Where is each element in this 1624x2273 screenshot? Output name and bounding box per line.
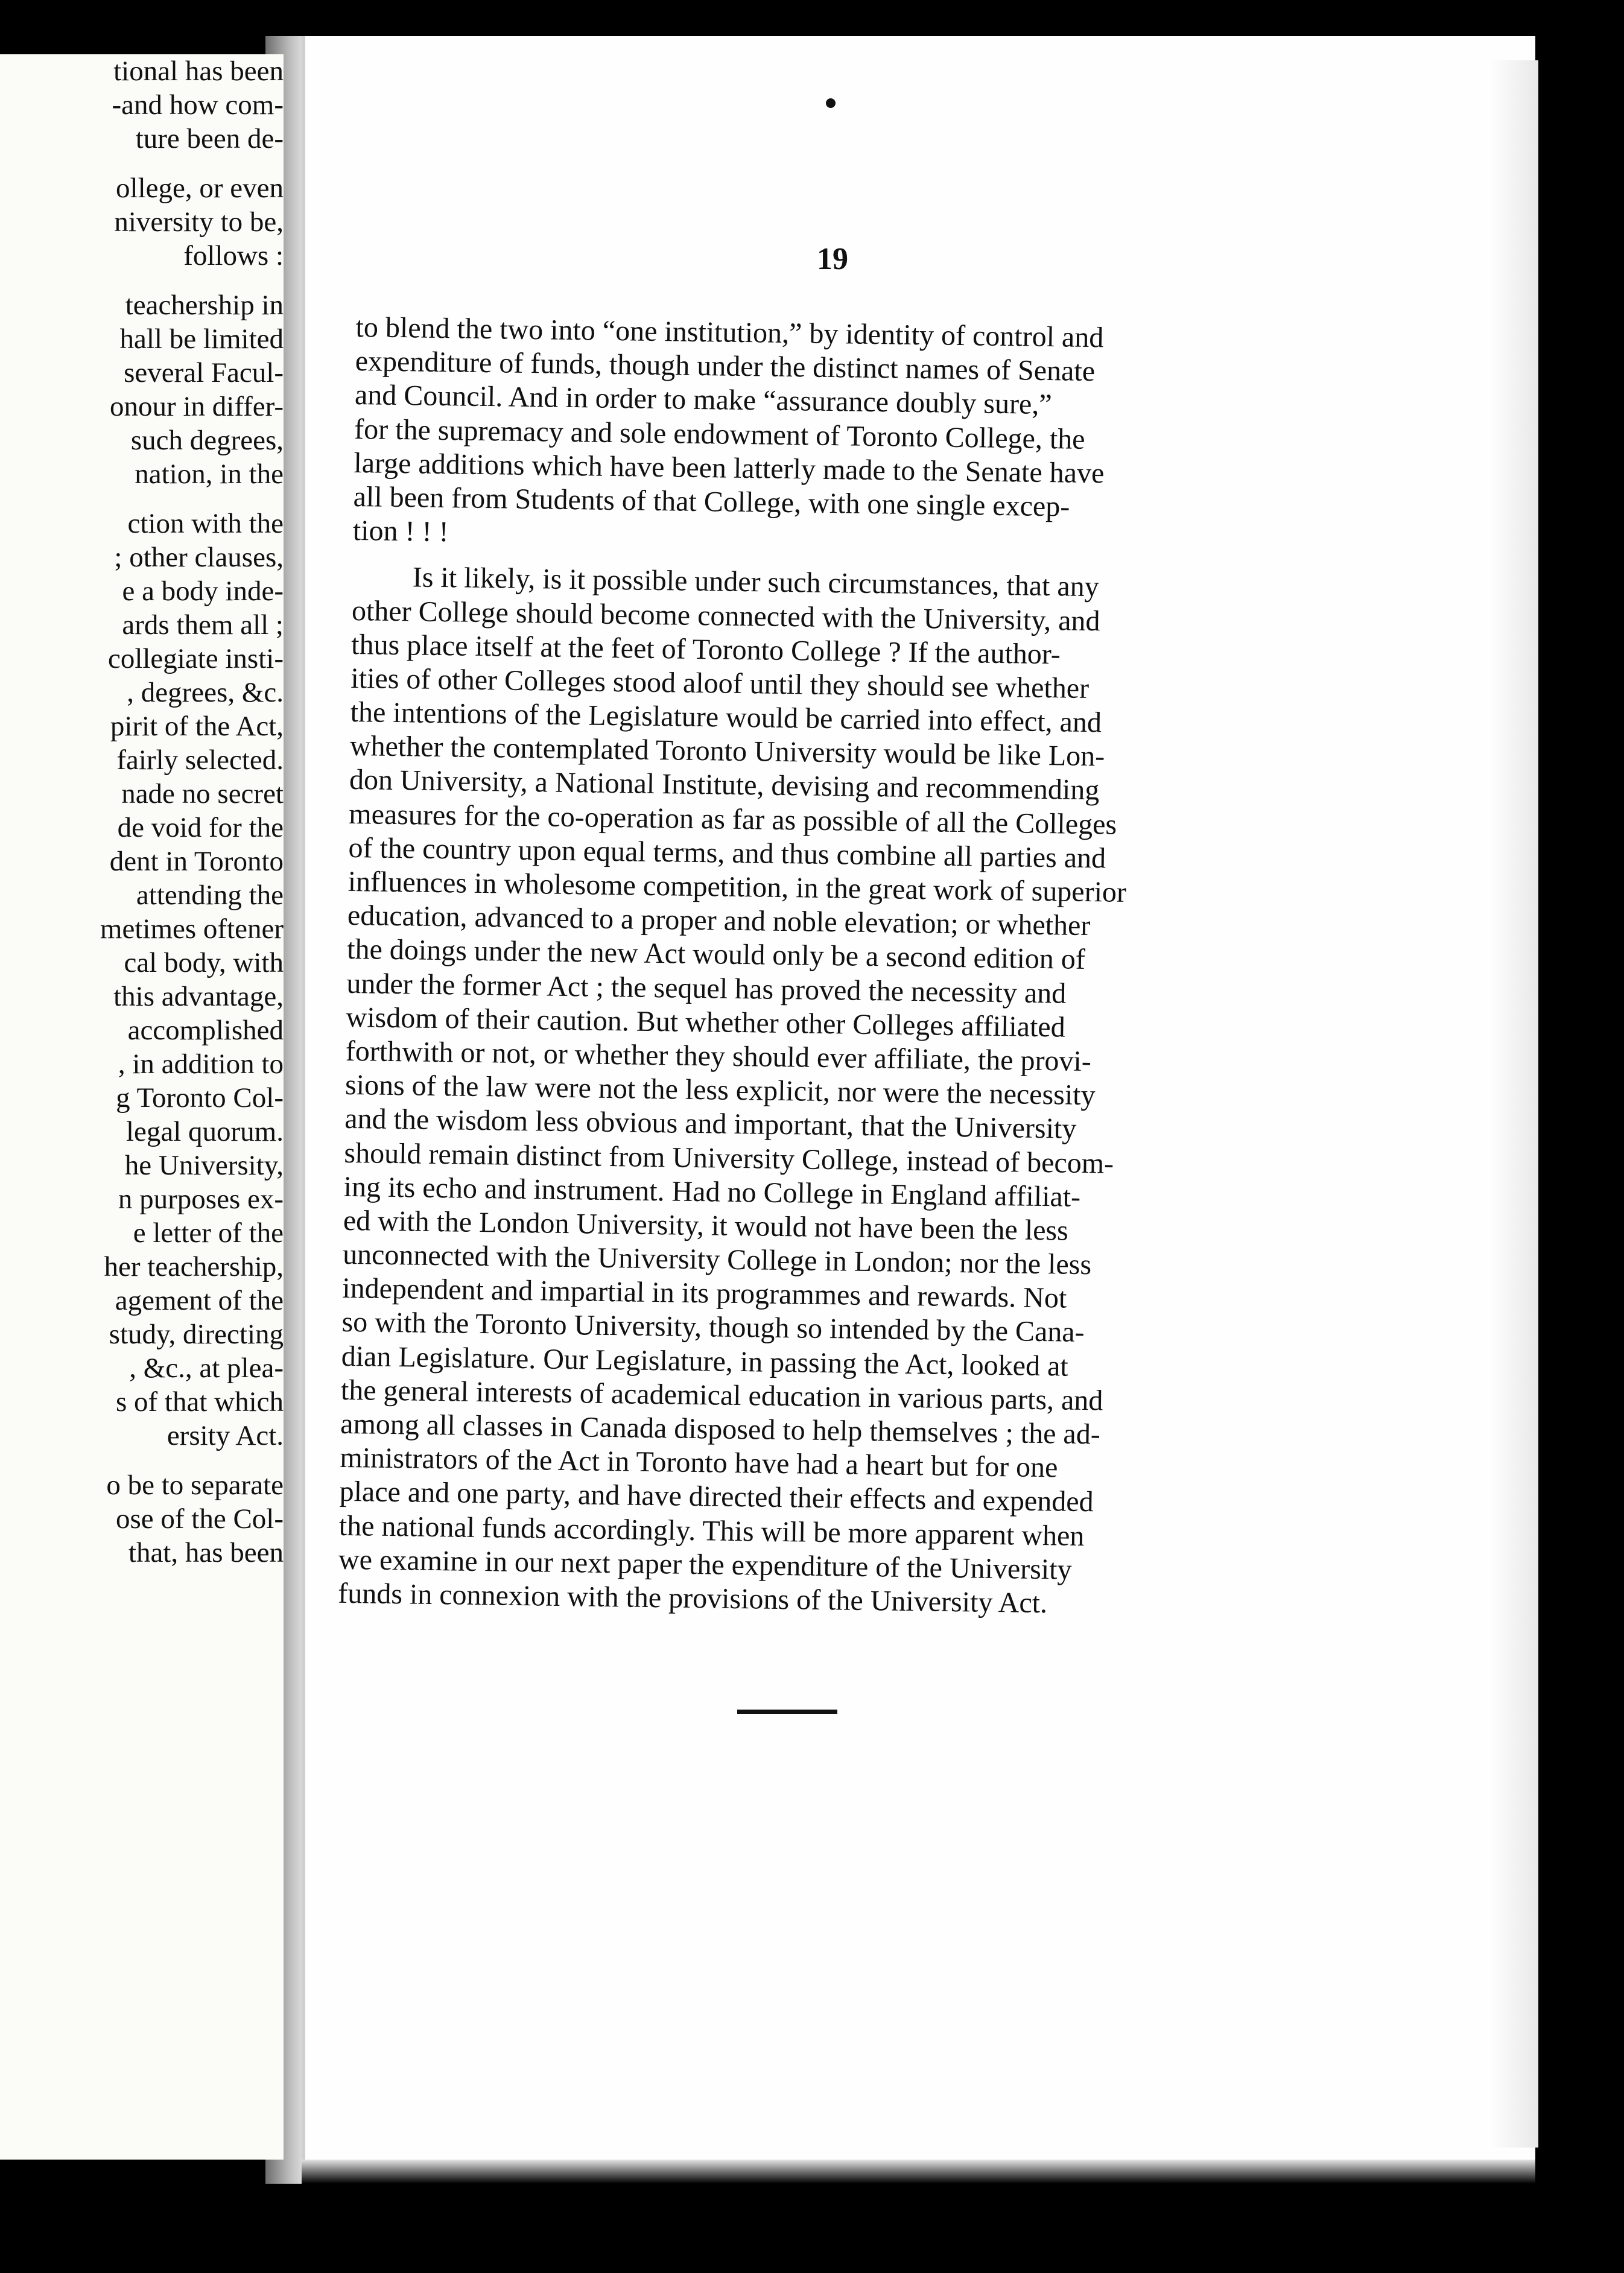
text-line: forthwith or not, or whether they should ever affiliate, the provi- <box>345 1035 1092 1078</box>
text-line: Is it likely, is it possible under such circumstances, that any <box>412 561 1100 603</box>
previous-page-line: , &c., at plea- <box>129 1352 284 1384</box>
page-number: 19 <box>817 242 848 276</box>
previous-page-line: her teachership, <box>104 1251 284 1282</box>
text-line: funds in connexion with the provisions of the University Act. <box>337 1577 1048 1620</box>
previous-page-line: nation, in the <box>135 458 284 490</box>
line-gap <box>0 156 284 171</box>
paragraph <box>353 311 1249 560</box>
previous-page-line: onour in differ- <box>110 391 284 422</box>
text-line: ministrators of the Act in Toronto have had a heart but for one <box>340 1442 1058 1484</box>
previous-page-line: n purposes ex- <box>118 1184 284 1215</box>
previous-page-line: such degrees, <box>130 425 284 456</box>
previous-page-line: ards them all ; <box>122 609 284 641</box>
previous-page-text <box>0 54 284 1570</box>
previous-page-line: follows : <box>183 240 284 271</box>
body-text <box>338 311 1249 1623</box>
text-line: the intentions of the Legislature would be carried into effect, and <box>350 696 1102 739</box>
previous-page-fragment <box>0 54 284 2160</box>
line-gap <box>0 273 284 288</box>
previous-page-line: accomplished <box>127 1015 284 1046</box>
text-line: whether the contemplated Toronto University would be like Lon- <box>349 730 1105 773</box>
section-end-rule <box>737 1710 837 1714</box>
text-line: other College should become connected with the University, and <box>351 594 1100 637</box>
previous-page-line: ction with the <box>127 508 284 539</box>
text-line: ities of other Colleges stood aloof until they should see whether <box>350 662 1090 705</box>
previous-page-line: niversity to be, <box>114 206 284 238</box>
text-line: dian Legislature. Our Legislature, in passing the Act, looked at <box>341 1340 1069 1383</box>
text-line: ing its echo and instrument. Had no College in England affiliat- <box>343 1170 1081 1213</box>
previous-page-line: agement of the <box>115 1285 284 1316</box>
previous-page-line: e letter of the <box>133 1217 284 1249</box>
previous-page-line: pirit of the Act, <box>110 711 284 742</box>
previous-page-line: -and how com- <box>112 89 284 121</box>
text-line: unconnected with the University College in London; nor the less <box>342 1238 1092 1281</box>
previous-page-line: several Facul- <box>124 357 284 388</box>
previous-page-line: de void for the <box>117 812 284 843</box>
text-line: don University, a National Institute, devising and recommending <box>349 764 1100 807</box>
previous-page-line: this advantage, <box>113 981 284 1012</box>
text-line: we examine in our next paper the expenditure of the University <box>338 1543 1072 1586</box>
previous-page-line: ose of the Col- <box>115 1503 284 1535</box>
previous-page-line: teachership in <box>125 290 284 321</box>
text-line: ed with the London University, it would not have been the less <box>343 1204 1069 1247</box>
previous-page-line: tional has been <box>113 55 284 87</box>
text-line: independent and impartial in its programmes and rewards. Not <box>342 1272 1067 1314</box>
text-line: so with the Toronto University, though so intended by the Cana- <box>341 1306 1085 1349</box>
previous-page-line: he University, <box>124 1150 284 1181</box>
previous-page-line: fairly selected. <box>116 744 284 776</box>
previous-page-line: s of that which <box>115 1386 284 1418</box>
text-line: for the supremacy and sole endowment of Toronto College, the <box>354 413 1085 455</box>
text-line: expenditure of funds, though under the distinct names of Senate <box>355 345 1096 388</box>
text-line: education, advanced to a proper and noble elevation; or whether <box>347 899 1091 942</box>
text-line: thus place itself at the feet of Toronto College ? If the author- <box>350 628 1061 671</box>
text-line: of the country upon equal terms, and thus combine all parties and <box>348 831 1106 875</box>
text-line: the national funds accordingly. This will be more apparent when <box>338 1509 1085 1552</box>
previous-page-line: collegiate insti- <box>107 643 284 674</box>
line-gap <box>0 491 284 507</box>
previous-page-line: cal body, with <box>124 947 284 978</box>
text-line: influences in wholesome competition, in the great work of superior <box>347 865 1127 908</box>
text-line: wisdom of their caution. But whether other Colleges affiliated <box>346 1001 1066 1044</box>
paragraph <box>338 560 1245 1623</box>
previous-page-line: that, has been <box>128 1537 284 1568</box>
previous-page-line: , degrees, &c. <box>127 677 284 708</box>
text-line: place and one party, and have directed their effects and expended <box>339 1476 1094 1518</box>
text-line: the general interests of academical education in various parts, and <box>340 1374 1103 1417</box>
previous-page-line: ; other clauses, <box>114 542 284 573</box>
previous-page-line: g Toronto Col- <box>116 1082 284 1114</box>
text-line: sions of the law were not the less explicit, nor were the necessity <box>344 1069 1096 1112</box>
previous-page-line: ture been de- <box>135 123 284 154</box>
previous-page-line: nade no secret <box>121 778 284 810</box>
previous-page-line: e a body inde- <box>122 575 284 607</box>
previous-page-line: legal quorum. <box>125 1116 284 1147</box>
text-line: the doings under the new Act would only be a second edition of <box>346 933 1086 976</box>
previous-page-line: o be to separate <box>106 1469 284 1501</box>
previous-page-line: study, directing <box>109 1319 284 1350</box>
page-bottom-shadow <box>302 2160 1535 2184</box>
previous-page-line: ollege, or even <box>116 173 284 204</box>
text-line: and Council. And in order to make “assurance doubly sure,” <box>354 379 1052 421</box>
text-line: tion ! ! ! <box>352 515 449 548</box>
text-line: all been from Students of that College, with one single excep- <box>353 480 1070 523</box>
text-line: to blend the two into “one institution,” by identity of control and <box>355 311 1104 354</box>
text-line: under the former Act ; the sequel has proved the necessity and <box>346 967 1067 1010</box>
previous-page-line: , in addition to <box>118 1048 284 1080</box>
text-line: should remain distinct from University College, instead of becom- <box>344 1136 1114 1180</box>
text-line: measures for the co-operation as far as possible of all the Colleges <box>348 797 1117 841</box>
previous-page-line: hall be limited <box>119 323 284 355</box>
text-line: among all classes in Canada disposed to help themselves ; the ad- <box>340 1407 1101 1451</box>
previous-page-line: attending the <box>136 880 284 911</box>
text-line: and the wisdom less obvious and important, that the University <box>344 1103 1077 1146</box>
ink-dot-mark <box>826 98 836 108</box>
text-line: large additions which have been latterly made to the Senate have <box>354 446 1105 490</box>
previous-page-line: dent in Toronto <box>109 846 284 877</box>
previous-page-line: metimes oftener <box>100 913 284 945</box>
line-gap <box>0 1453 284 1468</box>
previous-page-line: ersity Act. <box>167 1420 284 1451</box>
page-edge-shadow <box>1490 60 1538 2148</box>
